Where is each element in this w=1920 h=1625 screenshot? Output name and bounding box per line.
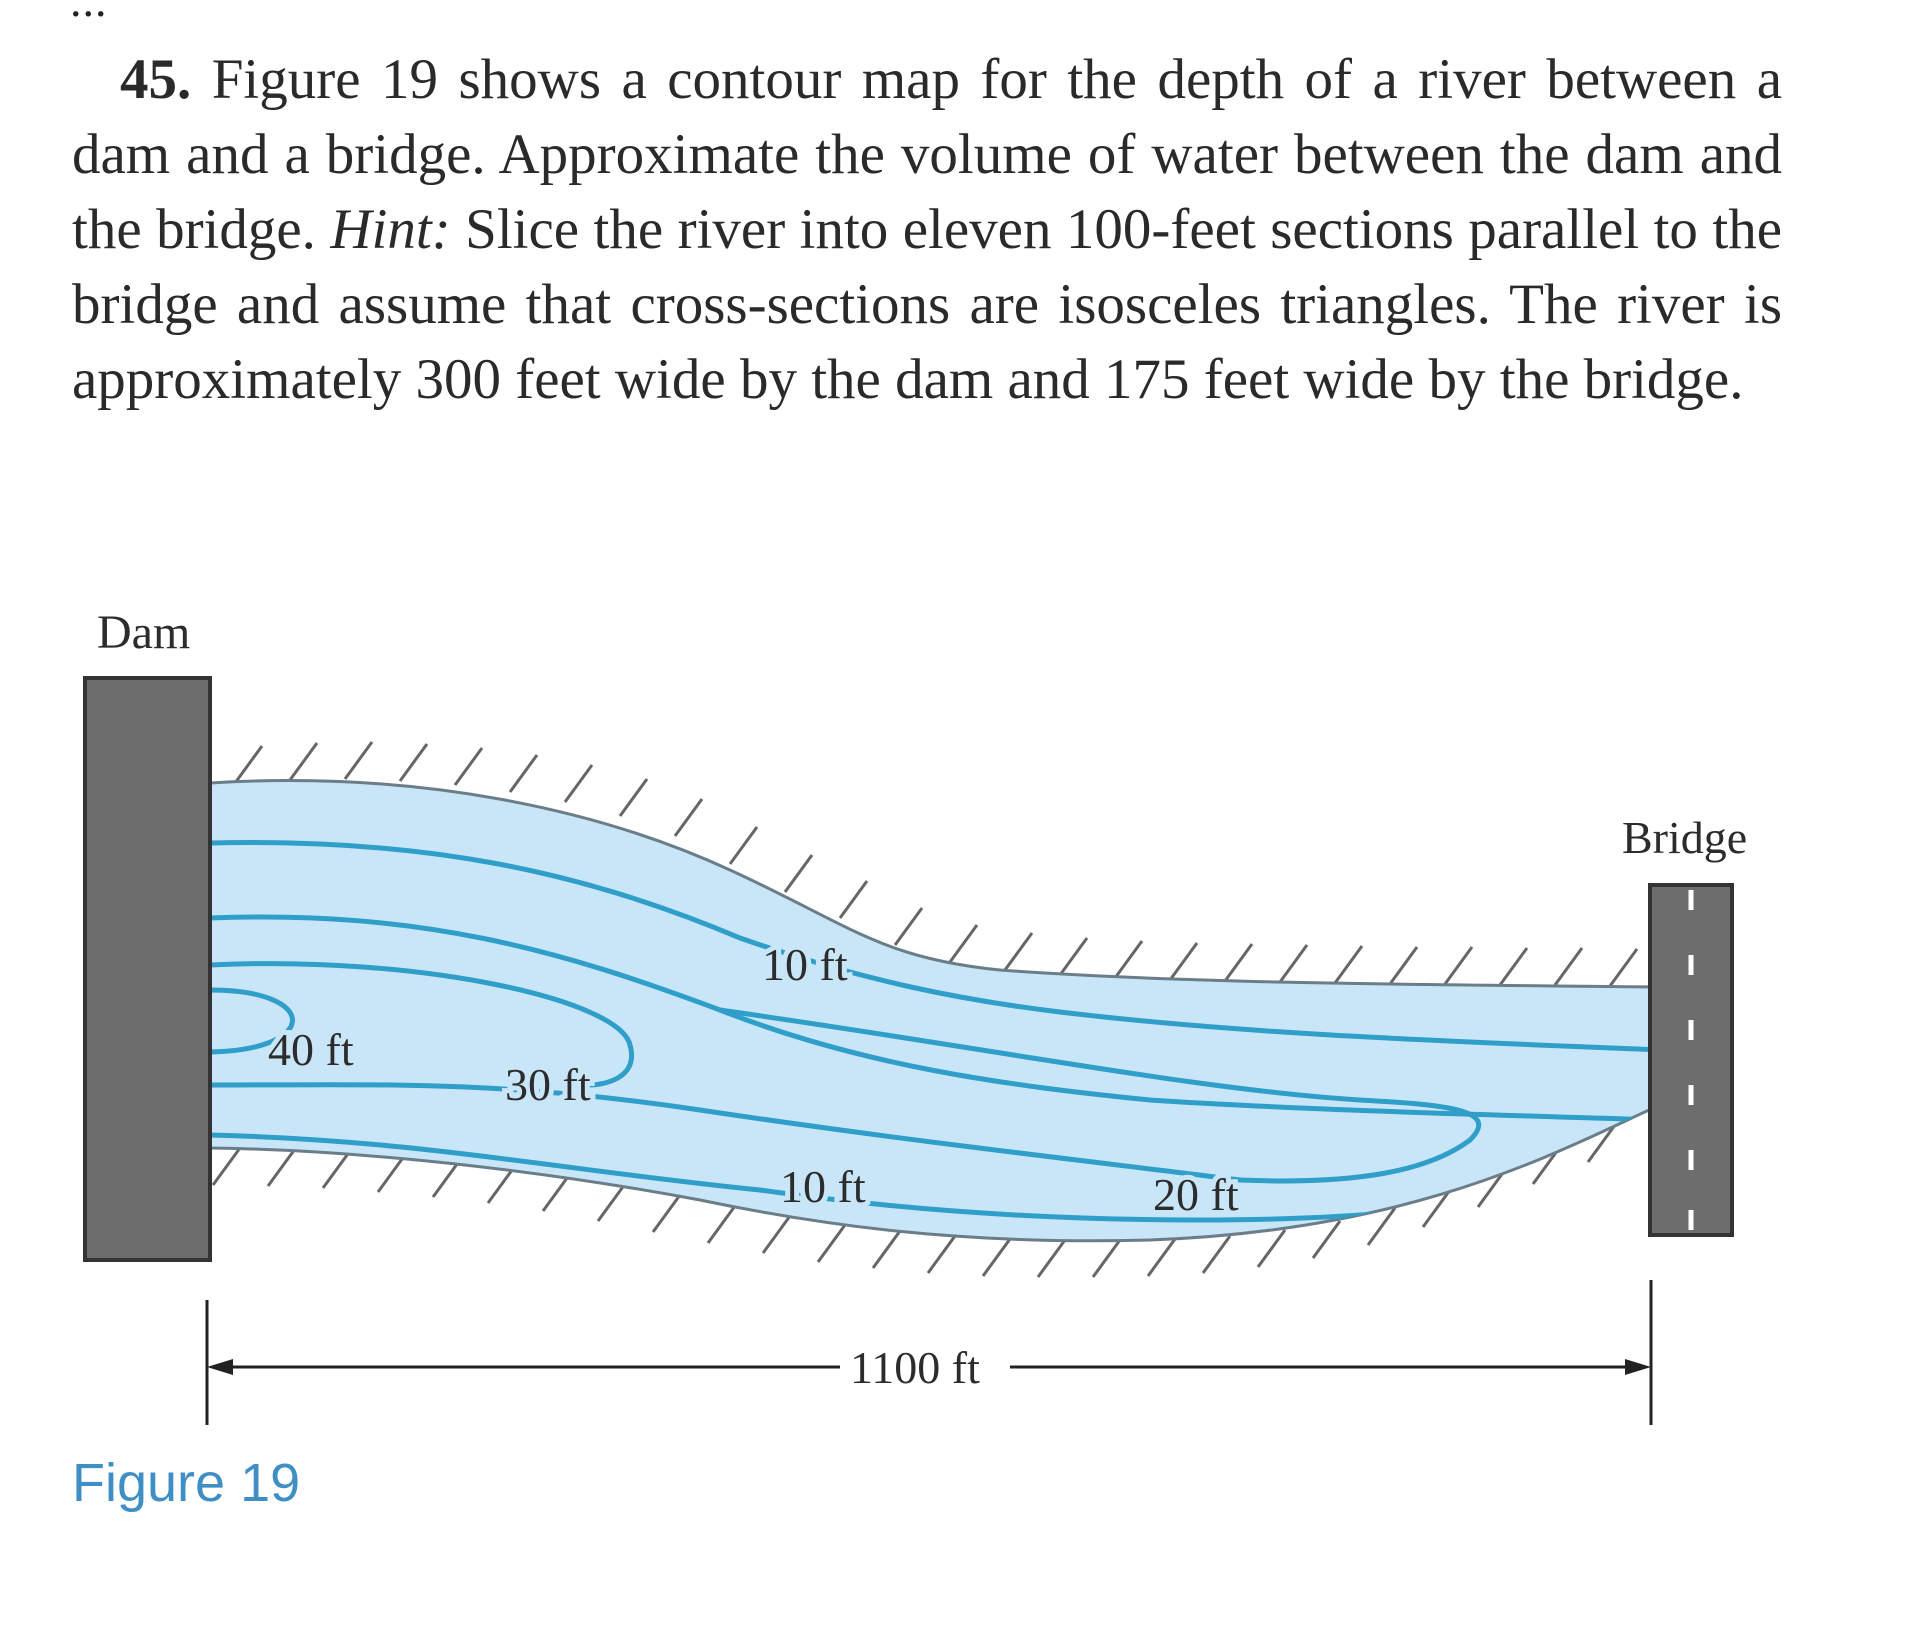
hint-label: Hint:	[330, 198, 451, 261]
cut-off-previous-text	[70, 0, 1470, 26]
problem-text-part-1: Figure 19 shows a contour map for the depth of a river between a dam and a bridge. Approximate the volume of water between the dam and the bridge.	[72, 48, 1782, 261]
dimension-arrow-right	[1625, 1359, 1651, 1375]
problem-number: 45.	[120, 48, 192, 111]
contour-label-40ft: 40 ft	[268, 1024, 354, 1075]
problem-text-part-2: Slice the river into eleven 100-feet sections parallel to the bridge and assume that cross-sections are isosceles triangles. The river is approximately 300 feet wide by the dam and 175 feet wide by the bridge.	[72, 198, 1782, 411]
figure-caption: Figure 19	[72, 1453, 301, 1513]
length-label: 1100 ft	[850, 1342, 980, 1393]
dam-wall	[85, 678, 210, 1260]
contour-label-10ft-lower: 10 ft	[780, 1161, 866, 1212]
bridge	[1650, 885, 1732, 1235]
bridge-label: Bridge	[1622, 812, 1748, 863]
river-water	[210, 781, 1660, 1241]
contour-label-20ft-lower: 20 ft	[1153, 1169, 1239, 1220]
contour-label-30ft: 30 ft	[505, 1059, 591, 1110]
problem-45	[72, 42, 1782, 417]
contour-label-10ft-upper: 10 ft	[762, 939, 848, 990]
dam-label: Dam	[97, 606, 191, 659]
cut-off-previous-text-line: ...	[70, 0, 108, 26]
dimension-arrow-left	[207, 1359, 233, 1375]
